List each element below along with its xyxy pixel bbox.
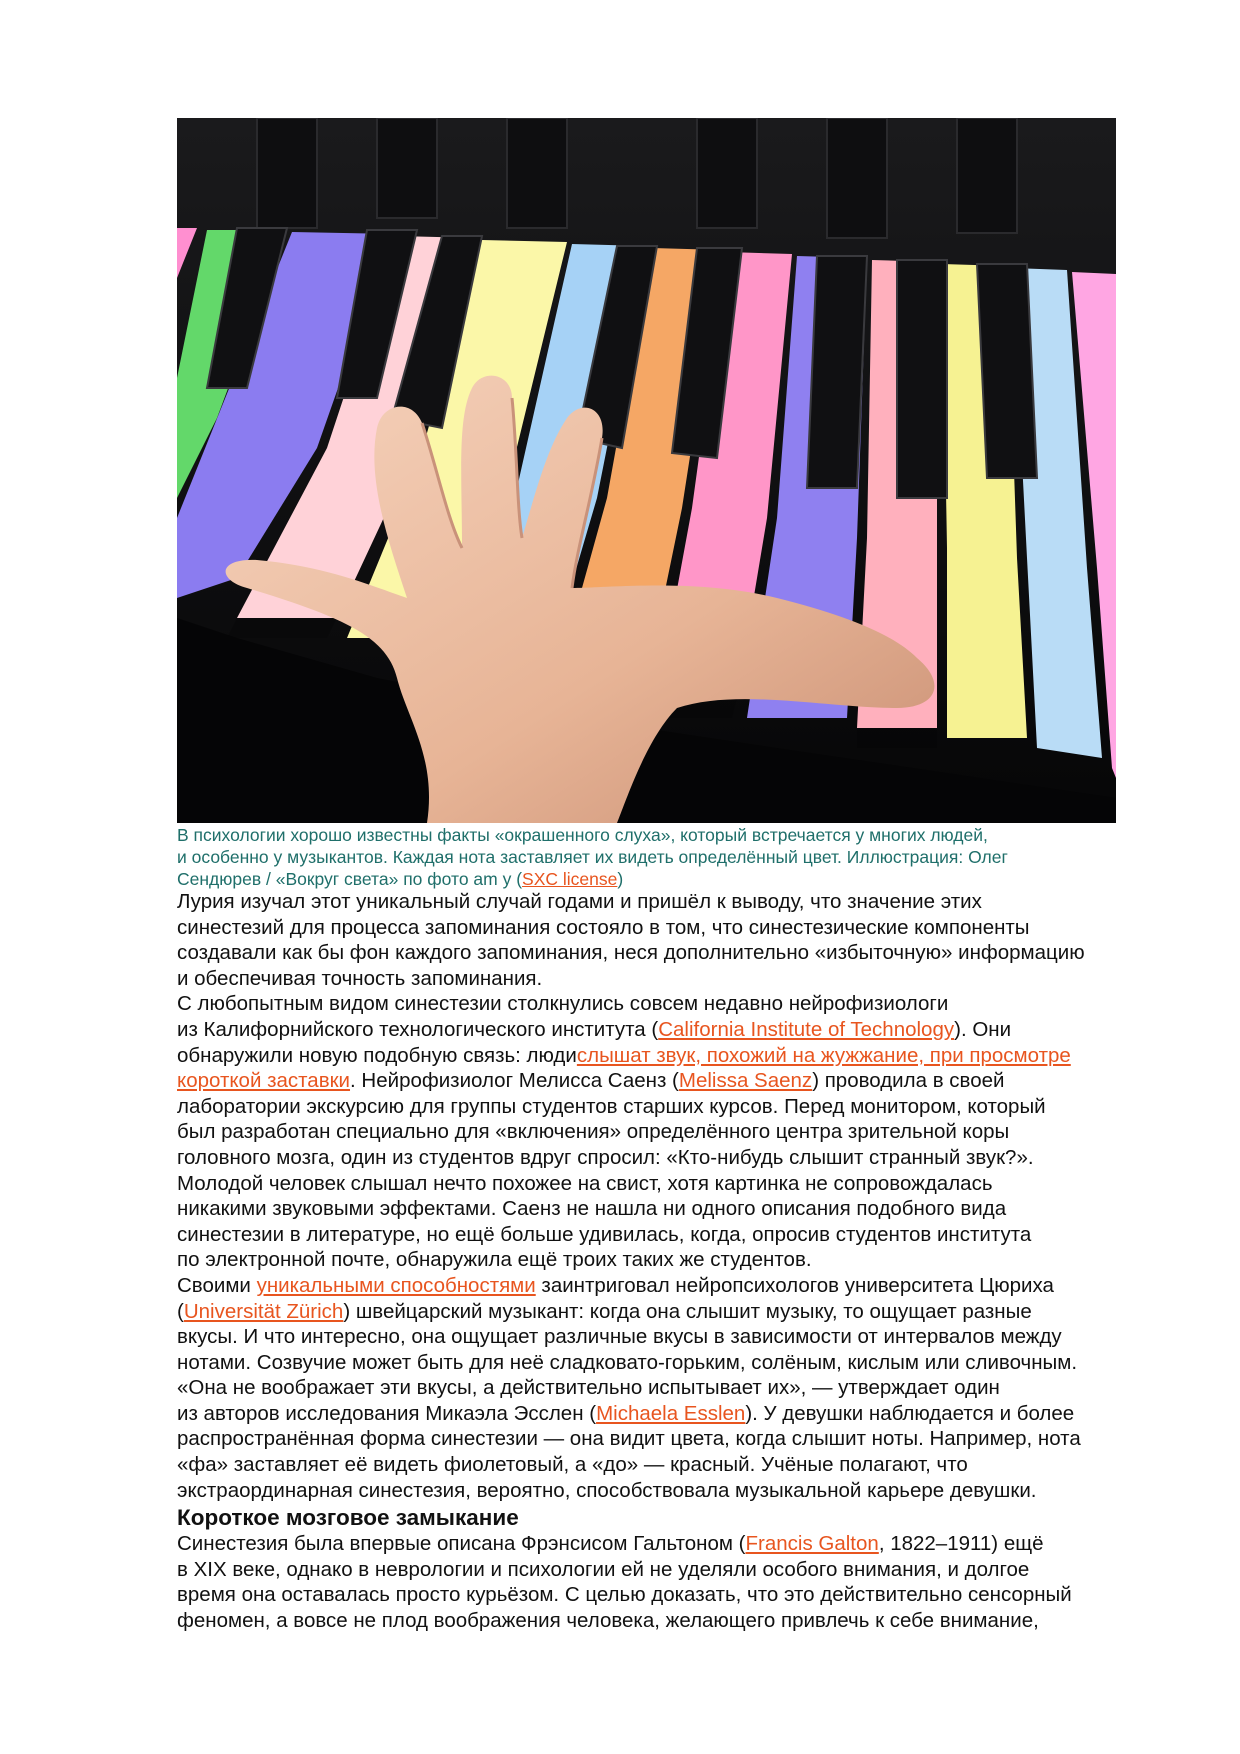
text-line: из авторов исследования Микаэла Эсслен (Michaela Esslen). У девушки наблюдается и более: [177, 1401, 1075, 1425]
text-line: нотами. Созвучие может быть для неё сладковато-горьким, солёным, кислым или сливочным.: [177, 1350, 1078, 1374]
text-line: лаборатории экскурсию для группы студентов старших курсов. Перед монитором, который: [177, 1094, 1046, 1118]
text-line: С любопытным видом синестезии столкнулись совсем недавно нейрофизиологи: [177, 992, 949, 1016]
text-line: и обеспечивая точность запоминания.: [177, 966, 543, 990]
text-line: синестезии в литературе, но ещё больше удивилась, когда, опросив студентов института: [177, 1222, 1032, 1246]
sxc-license-link[interactable]: SXC license: [522, 869, 618, 889]
text-line: «фа» заставляет её видеть фиолетовый, а «до» — красный. Учёные полагают, что: [177, 1453, 968, 1477]
text-line: экстраординарная синестезия, вероятно, способствовала музыкальной карьере девушки.: [177, 1478, 1037, 1502]
buzz-sound-link[interactable]: слышат звук, похожий на жужжание, при просмотре: [576, 1043, 1071, 1067]
section-heading: Короткое мозговое замыкание: [177, 1505, 519, 1531]
melissa-saenz-link[interactable]: Melissa Saenz: [678, 1069, 813, 1093]
text-line: по электронной почте, обнаружила ещё троих таких же студентов.: [177, 1248, 812, 1272]
caption-line: и особенно у музыкантов. Каждая нота заставляет их видеть определённый цвет. Иллюстрация: Олег: [177, 847, 1008, 867]
text-line: (Universität Zürich) швейцарский музыкант: когда она слышит музыку, то ощущает разные: [177, 1299, 1032, 1323]
text-line: Молодой человек слышал нечто похожее на свист, хотя картинка не сопровождалась: [177, 1171, 993, 1195]
unique-abilities-link[interactable]: уникальными способностями: [256, 1273, 536, 1297]
text-line: в XIX веке, однако в неврологии и психологии ей не уделяли особого внимания, и долгое: [177, 1557, 1030, 1581]
text-line: «Она не воображает эти вкусы, а действительно испытывает их», — утверждает один: [177, 1376, 1000, 1400]
text-line: синестезий для процесса запоминания состояло в том, что синестезические компоненты: [177, 915, 1030, 939]
text-line: Своими уникальными способностями заинтриговал нейропсихологов университета Цюриха: [177, 1273, 1054, 1297]
francis-galton-link[interactable]: Francis Galton: [745, 1532, 879, 1556]
piano-illustration: [177, 118, 1116, 823]
text-line: Лурия изучал этот уникальный случай годами и пришёл к выводу, что значение этих: [177, 890, 982, 913]
text-line: никакими звуковыми эффектами. Саенз не нашла ни одного описания подобного вида: [177, 1197, 1007, 1221]
text-line: был разработан специально для «включения» определённого центра зрительной коры: [177, 1120, 1010, 1144]
text-line: головного мозга, один из студентов вдруг спросил: «Кто-нибудь слышит странный звук?».: [177, 1145, 1034, 1169]
text-line: обнаружили новую подобную связь: людислышат звук, похожий на жужжание, при просмотре: [177, 1043, 1071, 1067]
screensaver-link[interactable]: короткой заставки: [177, 1069, 351, 1093]
caltech-link[interactable]: California Institute of Technology: [658, 1017, 955, 1041]
text-line: Синестезия была впервые описана Фрэнсисом Гальтоном (Francis Galton, 1822–1911) ещё: [177, 1532, 1044, 1556]
text-line: короткой заставки. Нейрофизиолог Мелисса Саенз (Melissa Saenz) проводила в своей: [177, 1069, 1005, 1093]
text-line: вкусы. И что интересно, она ощущает различные вкусы в зависимости от интервалов между: [177, 1325, 1062, 1349]
caption-line: В психологии хорошо известны факты «окрашенного слуха», который встречается у многих людей,: [177, 825, 988, 845]
piano-photo: [177, 118, 1116, 823]
caption-line: Сендюрев / «Вокруг света» по фото am y (SXC license): [177, 869, 624, 889]
article-body: [177, 889, 1157, 1634]
text-line: из Калифорнийского технологического института (California Institute of Technology). Они: [177, 1017, 1012, 1041]
text-line: время она оставалась просто курьёзом. С целью доказать, что это действительно сенсорный: [177, 1583, 1072, 1607]
uzh-link[interactable]: Universität Zürich: [183, 1299, 344, 1323]
text-line: создавали как бы фон каждого запоминания, неся дополнительно «избыточную» информацию: [177, 941, 1085, 965]
michaela-esslen-link[interactable]: Michaela Esslen: [596, 1401, 746, 1425]
text-line: феномен, а вовсе не плод воображения человека, желающего привлечь к себе внимание,: [177, 1609, 1039, 1633]
text-line: распространённая форма синестезии — она видит цвета, когда слышит ноты. Например, нота: [177, 1427, 1081, 1451]
image-caption: [177, 824, 1107, 890]
